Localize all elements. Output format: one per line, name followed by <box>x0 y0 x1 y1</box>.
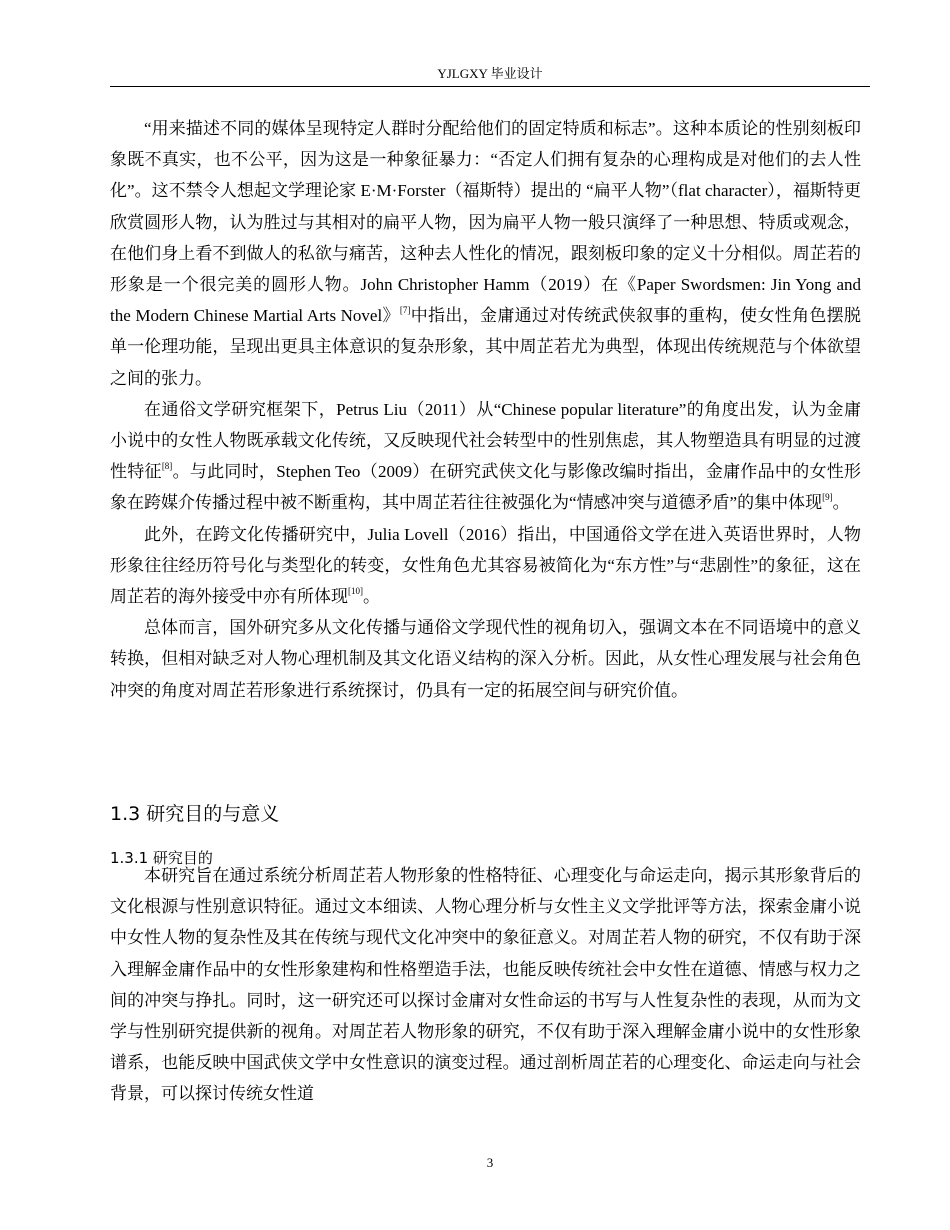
paragraph <box>110 394 861 519</box>
paragraph <box>110 113 861 394</box>
body-text-bottom <box>110 860 861 1110</box>
citation-marker: [10] <box>348 586 363 597</box>
citation-marker: [9] <box>822 492 833 503</box>
paragraph-text: “用来描述不同的媒体呈现特定人群时分配给他们的固定特质和标志”。这种本质论的性别刻板印象既不真实，也不公平，因为这是一种象征暴力：“否定人们拥有复杂的心理构成是对他们的去人性化”。这不禁令人想起文学理论家 E·M·Forster（福斯特）提出的 “扁平人物”（flat character），福斯特更欣赏圆形人物，认为胜过与其相对的扁平人物，因为扁平人物一般只演绎了一种思想、特质或观念，在他们身上看不到做人的私欲与痛苦，这种去人性化的情况，跟刻板印象的定义十分相似。周芷若的形象是一个很完美的圆形人物。John Christopher Hamm（2019）在《Paper Swordsmen: Jin Yong and the Modern Chinese Martial Arts Novel》 <box>110 119 861 326</box>
paragraph-text: 。 <box>363 587 380 607</box>
paragraph <box>110 612 861 706</box>
paragraph-text: 在通俗文学研究框架下，Petrus Liu（2011）从“Chinese popular literature”的角度出发，认为金庸小说中的女性人物既承载文化传统，又反映现代社会转型中的性别焦虑，其人物塑造具有明显的过渡性特征 <box>110 399 861 482</box>
body-text-top <box>110 113 861 706</box>
paragraph <box>110 860 861 1110</box>
section-heading: 1.3 研究目的与意义 <box>110 803 280 825</box>
citation-marker: [7] <box>399 305 411 316</box>
paragraph-text: 此外，在跨文化传播研究中，Julia Lovell（2016）指出，中国通俗文学在进入英语世界时，人物形象往往经历符号化与类型化的转变，女性角色尤其容易被简化为“东方性”与“悲剧性”的象征，这在周芷若的海外接受中亦有所体现 <box>110 524 861 607</box>
page-number: 3 <box>486 1155 494 1170</box>
paragraph <box>110 519 861 613</box>
page-header: YJLGXY 毕业设计 <box>437 66 543 81</box>
paragraph-text: 总体而言，国外研究多从文化传播与通俗文学现代性的视角切入，强调文本在不同语境中的意义转换，但相对缺乏对人物心理机制及其文化语义结构的深入分析。因此，从女性心理发展与社会角色冲突的角度对周芷若形象进行系统探讨，仍具有一定的拓展空间与研究价值。 <box>110 618 861 700</box>
paragraph-text: 。 <box>832 493 850 513</box>
subsection-heading: 1.3.1 研究目的 <box>110 849 213 867</box>
paragraph-text: 中指出，金庸通过对传统武侠叙事的重构，使女性角色摆脱单一伦理功能，呈现出更具主体意识的复杂形象，其中周芷若尤为典型，体现出传统规范与个体欲望之间的张力。 <box>110 306 862 388</box>
header-divider <box>110 86 870 87</box>
paragraph-text: 。与此同时，Stephen Teo（2009）在研究武侠文化与影像改编时指出，金庸作品中的女性形象在跨媒介传播过程中被不断重构，其中周芷若往往被强化为“情感冲突与道德矛盾”的集中体现 <box>110 462 862 513</box>
citation-marker: [8] <box>161 461 173 472</box>
paragraph-text: 本研究旨在通过系统分析周芷若人物形象的性格特征、心理变化与命运走向，揭示其形象背后的文化根源与性别意识特征。通过文本细读、人物心理分析与女性主义文学批评等方法，探索金庸小说中女性人物的复杂性及其在传统与现代文化冲突中的象征意义。对周芷若人物的研究，不仅有助于深入理解金庸作品中的女性形象建构和性格塑造手法，也能反映传统社会中女性在道德、情感与权力之间的冲突与挣扎。同时，这一研究还可以探讨金庸对女性命运的书写与人性复杂性的表现，从而为文学与性别研究提供新的视角。对周芷若人物形象的研究，不仅有助于深入理解金庸小说中的女性形象谱系，也能反映中国武侠文学中女性意识的演变过程。通过剖析周芷若的心理变化、命运走向与社会背景，可以探讨传统女性道 <box>110 866 861 1104</box>
